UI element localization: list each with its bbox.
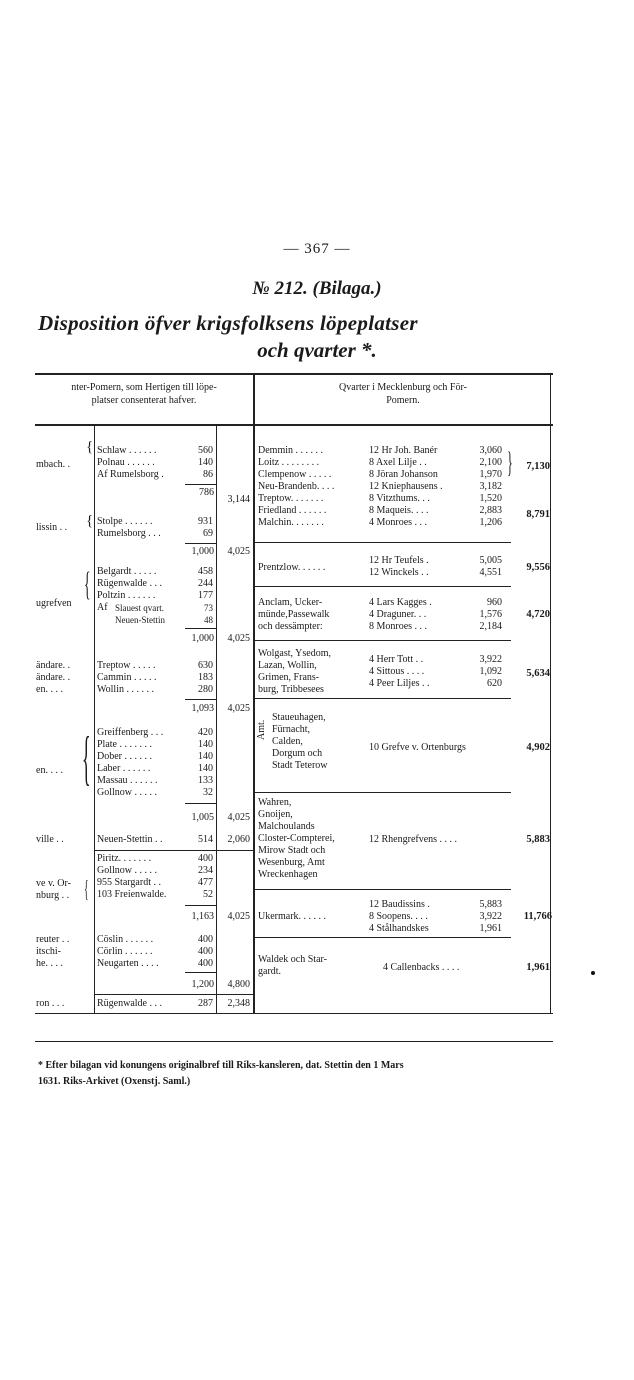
location-row <box>97 445 213 457</box>
officer-name: 12 Baudissins . <box>369 899 430 910</box>
location-row <box>97 865 213 877</box>
location-value: 183 <box>198 672 213 683</box>
region-label: en. . . . <box>36 765 63 776</box>
officer-row <box>369 666 502 678</box>
location-row <box>97 672 213 684</box>
region-label <box>36 660 70 696</box>
row-rule <box>255 937 511 938</box>
location-row <box>97 958 213 970</box>
officer-name: 12 Winckels . . <box>369 567 429 578</box>
quarter-place: Calden, <box>272 736 303 747</box>
region-label <box>36 934 69 970</box>
location-list <box>97 566 213 626</box>
brace: { <box>82 725 91 791</box>
location-name: Neuen-Stettin . . <box>97 834 163 845</box>
location-value: 32 <box>203 787 213 798</box>
row-rule <box>255 792 511 793</box>
amt-text: Amt. <box>256 719 267 740</box>
quarter-sum: 5,883 <box>526 834 550 845</box>
brace: { <box>84 877 89 903</box>
officer-name: 8 Axel Lilje . . <box>369 457 427 468</box>
quarter-sum: 7,130 <box>526 461 550 472</box>
quarter-place: gardt. <box>258 966 282 977</box>
officer-list <box>369 505 502 529</box>
quarter-place: Prentzlow. . . . . . <box>258 562 326 573</box>
quarter-place: Wreckenhagen <box>258 869 318 880</box>
quarter-place: Staueuhagen, <box>272 712 326 723</box>
row-rule <box>255 640 511 641</box>
location-value: 420 <box>198 727 213 738</box>
quarter-place: Ukermark. . . . . . <box>258 911 327 922</box>
document-number: № 212. <box>252 278 308 299</box>
group-total: 4,025 <box>227 546 250 557</box>
officer-row <box>369 555 502 567</box>
group-subtotal: 1,000 <box>191 546 214 557</box>
location-value: 140 <box>198 739 213 750</box>
quarter-place: Fürnacht, <box>272 724 311 735</box>
officer-name: 12 Rhengrefvens . . . . <box>369 834 458 845</box>
quarter-place: Mirow Stadt och <box>258 845 326 856</box>
officer-row <box>369 469 502 481</box>
location-row <box>97 998 213 1010</box>
location-value: 287 <box>198 998 213 1009</box>
location-name: Massau . . . . . . <box>97 775 158 786</box>
location-row <box>97 590 213 602</box>
officer-list <box>369 597 502 633</box>
quarter-sum: 11,766 <box>523 911 552 922</box>
location-value: 177 <box>198 590 213 601</box>
officer-value: 4,551 <box>479 567 502 578</box>
quarter-place: Treptow. . . . . . . <box>258 493 324 504</box>
officer-list <box>369 445 502 505</box>
quarter-place: Dorgum och <box>272 748 323 759</box>
officer-name: 8 Vitzthums. . . <box>369 493 430 504</box>
location-name: Cammin . . . . . <box>97 672 157 683</box>
location-row <box>97 889 213 901</box>
group-subtotal: 786 <box>199 487 214 498</box>
header-left <box>35 381 253 407</box>
location-name: Gollnow . . . . . <box>97 865 157 876</box>
officer-row <box>369 517 502 529</box>
group-total: 3,144 <box>227 494 250 505</box>
officer-row <box>369 445 502 457</box>
region-label: ville . . <box>36 834 64 845</box>
location-row <box>97 566 213 578</box>
page-number: — 367 — <box>283 241 351 257</box>
region-label-line: ändare. . <box>36 660 71 671</box>
header-right-line: Qvarter i Mecklenburg och För- <box>339 382 467 393</box>
quarter-list <box>272 712 362 772</box>
amt-label <box>256 720 268 740</box>
location-name: Piritz. . . . . . . <box>97 853 152 864</box>
quarter-place: Wesenburg, Amt <box>258 857 325 868</box>
officer-list <box>369 555 502 579</box>
location-name: Gollnow . . . . . <box>97 787 157 798</box>
location-value: 244 <box>198 578 213 589</box>
officer-value: 1,970 <box>479 469 502 480</box>
region-label <box>36 878 71 902</box>
row-rule <box>255 889 511 890</box>
sum-rule <box>185 484 217 485</box>
quarter-place: Neu-Brandenb. . . . <box>258 481 335 492</box>
table-top-rule <box>35 373 553 375</box>
location-value: 400 <box>198 958 213 969</box>
location-name: Cöslin . . . . . . <box>97 934 154 945</box>
location-list <box>97 660 213 696</box>
location-row <box>97 684 213 696</box>
heading-line-1: Disposition öfver krigsfolksens löpeplatser <box>38 311 418 335</box>
officer-value: 1,092 <box>479 666 502 677</box>
region-label: mbach. . <box>36 459 71 470</box>
quarter-place: Anclam, Ucker- <box>258 597 323 608</box>
quarter-list <box>258 911 366 923</box>
quarter-place: Clempenow . . . . . <box>258 469 332 480</box>
quarter-place: Grimen, Frans- <box>258 672 320 683</box>
location-row <box>97 877 213 889</box>
footnote-line: 1631. Riks-Arkivet (Oxenstj. Saml.) <box>38 1076 191 1087</box>
quarter-list <box>258 562 366 574</box>
location-value: 69 <box>203 528 213 539</box>
location-value: 400 <box>198 946 213 957</box>
officer-name: 4 Monroes . . . <box>369 517 428 528</box>
officer-value: 1,576 <box>479 609 502 620</box>
officer-value: 3,182 <box>479 481 502 492</box>
brace: { <box>86 513 94 529</box>
subtotal-column-rule <box>216 425 217 1013</box>
location-list <box>97 834 213 846</box>
officer-row <box>369 609 502 621</box>
officer-name: 10 Grefve v. Ortenburgs <box>369 742 466 753</box>
header-right <box>258 381 548 407</box>
location-row <box>97 934 213 946</box>
location-value: 140 <box>198 751 213 762</box>
officer-name: 8 Monroes . . . <box>369 621 428 632</box>
officer-row <box>369 678 502 690</box>
location-value: 514 <box>198 834 213 845</box>
location-value: 133 <box>198 775 213 786</box>
location-name: Neugarten . . . . <box>97 958 159 969</box>
location-name: 103 Freienwalde. <box>97 889 167 900</box>
region-column-rule <box>94 425 95 1013</box>
officer-value: 2,883 <box>479 505 502 516</box>
location-name: 955 Stargardt . . <box>97 877 161 888</box>
region-label-line: ändare. . <box>36 672 71 683</box>
region-label-line: reuter . . <box>36 934 70 945</box>
quarter-sum: 4,902 <box>526 742 550 753</box>
quarter-place: Malchin. . . . . . . <box>258 517 324 528</box>
officer-name: 4 Draguner. . . <box>369 609 427 620</box>
quarter-place: Stadt Teterow <box>272 760 328 771</box>
sum-rule <box>185 905 217 906</box>
location-value: 458 <box>198 566 213 577</box>
location-name: Rügenwalde . . . <box>97 998 162 1009</box>
quarter-list <box>258 505 366 529</box>
quarter-list <box>258 445 366 505</box>
officer-value: 5,005 <box>479 555 502 566</box>
group-total: 4,025 <box>227 911 250 922</box>
officer-name: 8 Maqueis. . . . <box>369 505 429 516</box>
location-sub <box>115 614 213 626</box>
officer-name: 4 Herr Tott . . <box>369 654 424 665</box>
officer-row <box>369 597 502 609</box>
officer-row <box>369 923 502 935</box>
row-rule <box>95 994 253 995</box>
location-row <box>97 528 213 540</box>
group-subtotal: 1,005 <box>191 812 214 823</box>
officer-row <box>369 505 502 517</box>
header-right-line: Pomern. <box>386 395 420 406</box>
officer-name: 12 Hr Teufels . <box>369 555 429 566</box>
sum-rule <box>185 543 217 544</box>
region-label-line: he. . . . <box>36 958 63 969</box>
heading-line-2: och qvarter *. <box>257 338 377 362</box>
officer-row <box>369 899 502 911</box>
location-list <box>97 516 213 540</box>
location-row <box>97 660 213 672</box>
quarter-place: Wolgast, Ysedom, <box>258 648 331 659</box>
location-list <box>97 998 213 1010</box>
officer-name: 8 Soopens. . . . <box>369 911 428 922</box>
location-list <box>97 934 213 970</box>
header-left-line: platser consenterat hafver. <box>91 395 197 406</box>
sum-rule <box>185 628 217 629</box>
officer-value: 1,520 <box>479 493 502 504</box>
location-value: 931 <box>198 516 213 527</box>
location-row <box>97 469 213 481</box>
location-list <box>97 445 213 481</box>
quarter-place: Gnoijen, <box>258 809 293 820</box>
quarter-place: Loitz . . . . . . . . <box>258 457 320 468</box>
location-row <box>97 763 213 775</box>
location-row <box>97 853 213 865</box>
location-name: Laber . . . . . . <box>97 763 151 774</box>
quarter-place: münde,Passewalk <box>258 609 330 620</box>
brace: { <box>86 439 94 455</box>
location-name: Rügenwalde . . . <box>97 578 162 589</box>
quarter-list <box>258 597 366 633</box>
region-label: ron . . . <box>36 998 65 1009</box>
officer-value: 5,883 <box>479 899 502 910</box>
document-number-line <box>0 278 634 300</box>
center-column-rule <box>253 373 255 1013</box>
row-rule <box>95 850 253 851</box>
location-list <box>97 727 213 799</box>
quarter-list <box>258 797 363 881</box>
group-subtotal: 1,093 <box>191 703 214 714</box>
officer-name: 4 Peer Liljes . . <box>369 678 430 689</box>
sum-rule <box>185 699 217 700</box>
officer-value: 3,922 <box>479 654 502 665</box>
quarter-sum: 1,961 <box>526 962 550 973</box>
table-bottom-rule <box>35 1013 553 1014</box>
quarter-place: Friedland . . . . . . <box>258 505 327 516</box>
region-label: ugrefven <box>36 598 72 609</box>
location-value: 400 <box>198 853 213 864</box>
region-label: lissin . . <box>36 522 68 533</box>
location-value: 477 <box>198 877 213 888</box>
quarter-sum: 4,720 <box>526 609 550 620</box>
location-row <box>97 578 213 590</box>
officer-name: 12 Kniephausens . <box>369 481 443 492</box>
group-total: 4,025 <box>227 703 250 714</box>
quarter-place: Waldek och Star- <box>258 954 327 965</box>
location-value: 140 <box>198 763 213 774</box>
officer-list <box>369 899 502 935</box>
location-name: Wollin . . . . . . <box>97 684 154 695</box>
location-value: 52 <box>203 889 213 900</box>
footnote-rule <box>35 1041 553 1042</box>
location-name: Stolpe . . . . . . <box>97 516 153 527</box>
brace: { <box>84 566 91 603</box>
location-name: Slauest qvart. <box>115 603 164 613</box>
quarter-place: Lazan, Wollin, <box>258 660 317 671</box>
officer-name: 4 Sittous . . . . <box>369 666 425 677</box>
region-label-line: itschi- <box>36 946 61 957</box>
location-name: Plate . . . . . . . <box>97 739 152 750</box>
officer-row <box>369 911 502 923</box>
location-name: Af Rumelsborg . <box>97 469 164 480</box>
officer-list <box>369 654 502 690</box>
quarter-place: och dessämpter: <box>258 621 323 632</box>
group-subtotal: 1,200 <box>191 979 214 990</box>
location-row <box>97 751 213 763</box>
officer-row <box>369 493 502 505</box>
group-total: 4,025 <box>227 812 250 823</box>
location-sub <box>115 602 213 614</box>
officer-value: 2,100 <box>479 457 502 468</box>
location-row <box>97 602 213 614</box>
brace: } <box>507 446 513 479</box>
group-total: 4,025 <box>227 633 250 644</box>
location-row <box>97 946 213 958</box>
location-name: Neuen-Stettin <box>115 615 165 625</box>
officer-value: 1,206 <box>479 517 502 528</box>
header-bottom-rule <box>35 424 553 426</box>
quarter-place: Closter-Compterei, <box>258 833 335 844</box>
location-row <box>97 516 213 528</box>
group-total: 4,800 <box>227 979 250 990</box>
location-row <box>97 727 213 739</box>
row-rule <box>255 586 511 587</box>
location-row <box>97 787 213 799</box>
bilaga-label: (Bilaga.) <box>312 278 382 299</box>
officer-row <box>369 457 502 469</box>
location-row <box>97 614 213 626</box>
quarter-place: Demmin . . . . . . <box>258 445 323 456</box>
location-value: 48 <box>204 615 213 625</box>
quarter-sum: 8,791 <box>526 509 550 520</box>
officer-name: 12 Hr Joh. Banér <box>369 445 438 456</box>
location-value: 560 <box>198 445 213 456</box>
header-left-line: nter-Pomern, som Hertigen till löpe- <box>71 382 217 393</box>
af-label: Af <box>97 602 108 613</box>
location-list <box>97 853 213 901</box>
location-name: Schlaw . . . . . . <box>97 445 157 456</box>
quarter-list <box>258 954 358 978</box>
officer-row <box>369 654 502 666</box>
officer-value: 960 <box>487 597 502 608</box>
group-total: 2,348 <box>227 998 250 1009</box>
location-value: 234 <box>198 865 213 876</box>
location-name: Treptow . . . . . <box>97 660 156 671</box>
officer-value: 620 <box>487 678 502 689</box>
location-row <box>97 457 213 469</box>
officer-value: 3,060 <box>479 445 502 456</box>
group-total: 2,060 <box>227 834 250 845</box>
location-name: Rumelsborg . . . <box>97 528 161 539</box>
location-value: 86 <box>203 469 213 480</box>
location-row <box>97 775 213 787</box>
officer-name: 4 Lars Kagges . <box>369 597 432 608</box>
location-row <box>97 739 213 751</box>
officer-value: 3,922 <box>479 911 502 922</box>
sum-rule <box>185 803 217 804</box>
quarter-place: burg, Tribbesees <box>258 684 324 695</box>
officer-row <box>369 567 502 579</box>
group-subtotal: 1,163 <box>191 911 214 922</box>
officer-name: 8 Jöran Johanson <box>369 469 438 480</box>
footnote <box>38 1058 404 1090</box>
officer-value: 2,184 <box>479 621 502 632</box>
location-name: Belgardt . . . . . <box>97 566 157 577</box>
officer-row <box>369 621 502 633</box>
region-label-line: ve v. Or- <box>36 878 71 889</box>
location-value: 630 <box>198 660 213 671</box>
sum-rule <box>185 972 217 973</box>
officer-row <box>369 481 502 493</box>
location-name: Greiffenberg . . . <box>97 727 164 738</box>
group-subtotal: 1,000 <box>191 633 214 644</box>
stray-mark <box>591 971 595 975</box>
footnote-line: * Efter bilagan vid konungens originalbref till Riks-kansleren, dat. Stettin den 1 Mars <box>38 1060 404 1071</box>
location-value: 140 <box>198 457 213 468</box>
location-row <box>97 834 213 846</box>
officer-value: 1,961 <box>479 923 502 934</box>
officer-name: 4 Stålhandskes <box>369 923 429 934</box>
row-rule <box>255 698 511 699</box>
quarter-list <box>258 648 358 696</box>
location-name: Poltzin . . . . . . <box>97 590 156 601</box>
region-label-line: en. . . . <box>36 684 63 695</box>
officer-name: 4 Callenbacks . . . . <box>383 962 460 973</box>
location-name: Polnau . . . . . . <box>97 457 155 468</box>
location-value: 73 <box>204 603 213 613</box>
region-label-line: nburg . . <box>36 890 70 901</box>
location-value: 280 <box>198 684 213 695</box>
quarter-sum: 9,556 <box>526 562 550 573</box>
quarter-place: Malchoulands <box>258 821 315 832</box>
row-rule <box>255 542 511 543</box>
location-value: 400 <box>198 934 213 945</box>
location-name: Dober . . . . . . <box>97 751 152 762</box>
quarter-place: Wahren, <box>258 797 292 808</box>
location-name: Cörlin . . . . . . <box>97 946 153 957</box>
quarter-sum: 5,634 <box>526 668 550 679</box>
